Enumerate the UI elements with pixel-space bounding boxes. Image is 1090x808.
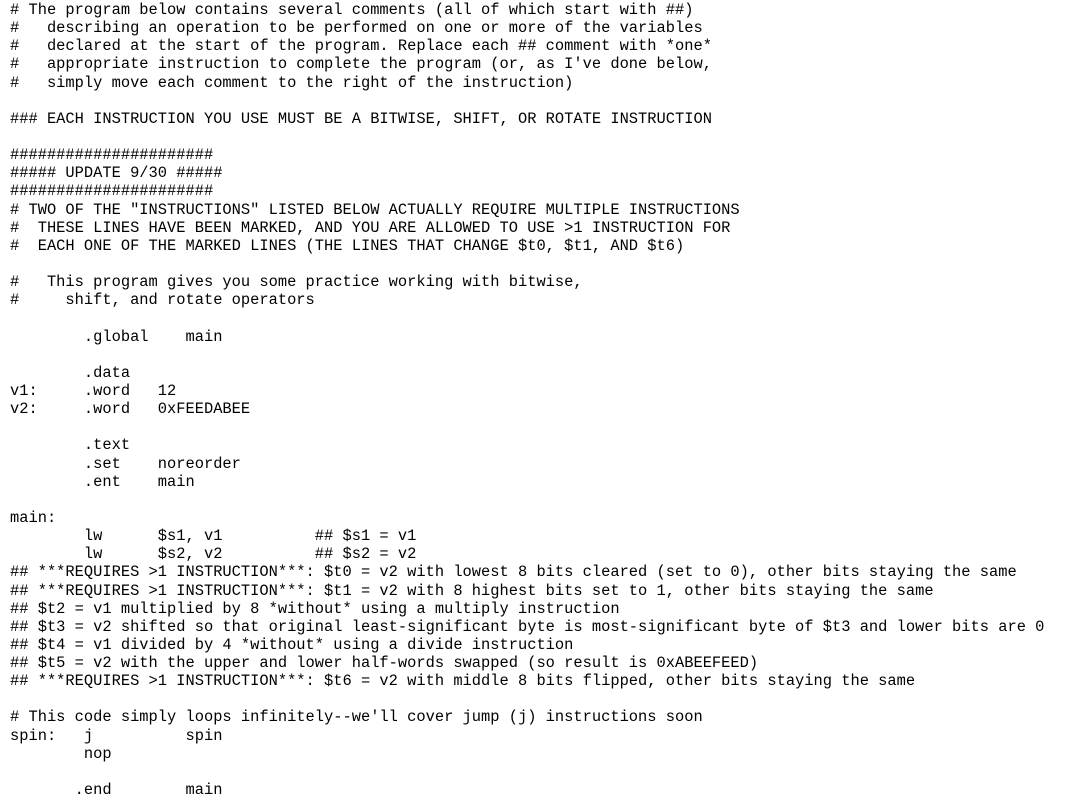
- code-line: lw $s1, v1 ## $s1 = v1: [10, 527, 417, 546]
- code-line: ## ***REQUIRES >1 INSTRUCTION***: $t1 = v2 with 8 highest bits set to 1, other bits staying the same: [10, 581, 934, 600]
- code-line: .global main: [10, 327, 223, 346]
- code-line: ######################: [10, 182, 214, 201]
- code-line: spin: j spin: [10, 726, 223, 745]
- code-line: .text: [10, 436, 131, 455]
- code-line: [10, 763, 1090, 781]
- code-line: ## $t2 = v1 multiplied by 8 *without* using a multiply instruction: [10, 599, 620, 618]
- code-line: # This program gives you some practice working with bitwise,: [10, 273, 583, 292]
- code-line: ## ***REQUIRES >1 INSTRUCTION***: $t0 = v2 with lowest 8 bits cleared (set to 0), other bits staying the same: [10, 563, 1017, 582]
- code-line: main:: [10, 508, 57, 527]
- code-line: .end main: [10, 781, 223, 800]
- code-line: [10, 128, 1090, 146]
- code-line: .set noreorder: [10, 454, 241, 473]
- code-line: ######################: [10, 146, 214, 165]
- code-line: ## ***REQUIRES >1 INSTRUCTION***: $t6 = v2 with middle 8 bits flipped, other bits staying the same: [10, 672, 916, 691]
- code-line: ##### UPDATE 9/30 #####: [10, 164, 223, 183]
- code-line: # EACH ONE OF THE MARKED LINES (THE LINES THAT CHANGE $t0, $t1, AND $t6): [10, 236, 685, 255]
- code-line: ## $t3 = v2 shifted so that original least-significant byte is most-significant byte of $t3 and lower bits are 0: [10, 617, 1045, 636]
- code-line: [10, 346, 1090, 364]
- code-line: ## $t5 = v2 with the upper and lower half-words swapped (so result is 0xABEEFEED): [10, 654, 759, 673]
- code-line: [10, 92, 1090, 110]
- code-line: [10, 690, 1090, 708]
- code-line: [10, 309, 1090, 327]
- code-line: # The program below contains several comments (all of which start with ##): [10, 1, 694, 19]
- code-line: v1: .word 12: [10, 381, 177, 400]
- code-line: # simply move each comment to the right of the instruction): [10, 73, 574, 92]
- code-line: v2: .word 0xFEEDABEE: [10, 400, 251, 419]
- code-line: .ent main: [10, 472, 195, 491]
- code-line: [10, 491, 1090, 509]
- code-line: nop: [10, 744, 112, 763]
- code-line: # shift, and rotate operators: [10, 291, 315, 310]
- code-line: # THESE LINES HAVE BEEN MARKED, AND YOU ARE ALLOWED TO USE >1 INSTRUCTION FOR: [10, 218, 731, 237]
- code-line: # appropriate instruction to complete the program (or, as I've done below,: [10, 55, 712, 74]
- code-line: lw $s2, v2 ## $s2 = v2: [10, 545, 417, 564]
- code-line: [10, 255, 1090, 273]
- code-line: # TWO OF THE "INSTRUCTIONS" LISTED BELOW ACTUALLY REQUIRE MULTIPLE INSTRUCTIONS: [10, 200, 740, 219]
- code-line: # describing an operation to be performed on one or more of the variables: [10, 19, 703, 38]
- code-line: .data: [10, 363, 131, 382]
- code-line: ## $t4 = v1 divided by 4 *without* using a divide instruction: [10, 635, 574, 654]
- code-line: [10, 418, 1090, 436]
- code-line: # declared at the start of the program. Replace each ## comment with *one*: [10, 37, 712, 56]
- code-line: # This code simply loops infinitely--we'll cover jump (j) instructions soon: [10, 708, 703, 727]
- code-line: ### EACH INSTRUCTION YOU USE MUST BE A BITWISE, SHIFT, OR ROTATE INSTRUCTION: [10, 109, 712, 128]
